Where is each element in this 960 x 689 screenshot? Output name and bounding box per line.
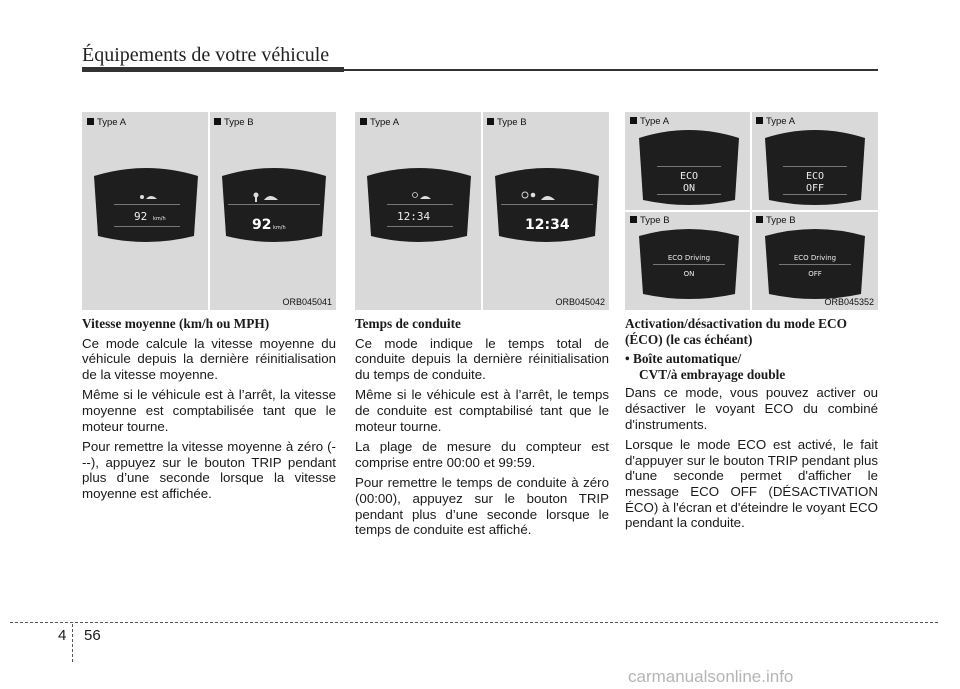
- eco-state: OFF: [805, 183, 825, 194]
- paragraph: Ce mode indique le temps total de conduite depuis la dernière réinitialisation du temps de conduite.: [355, 335, 609, 382]
- paragraph: Pour remettre le temps de conduite à zéro (00:00), appuyez sur le bouton TRIP pendant plus d’une seconde lorsque le temps de conduite est affiché.: [355, 475, 609, 538]
- eco-label: ECO: [679, 171, 699, 182]
- panel-label: Type B: [487, 117, 527, 128]
- paragraph: Lorsque le mode ECO est activé, le fait d'appuyer sur le bouton TRIP pendant plus d'une seconde permet d'afficher le message ECO OFF (DÉSACTIVATION ÉCO) à l'écran et d'éteindre le voyant ECO pendant la conduite.: [625, 437, 878, 531]
- paragraph: Même si le véhicule est à l’arrêt, la vitesse moyenne est comptabilisée tant que le moteur tourne.: [82, 387, 336, 434]
- speed-unit: km/h: [273, 225, 286, 231]
- paragraph: Même si le véhicule est à l’arrêt, le temps de conduite est comptabilisé tant que le moteur tourne.: [355, 387, 609, 434]
- figure-caption: ORB045042: [555, 297, 605, 307]
- eco-label: ECO: [805, 171, 825, 182]
- footer-divider: [10, 622, 938, 623]
- panel-label: Type B: [756, 215, 796, 226]
- panel-label: Type A: [630, 116, 669, 127]
- page-section-number: 4: [58, 627, 67, 644]
- panel-label: Type A: [360, 117, 399, 128]
- cluster-display-icon: [763, 224, 867, 300]
- cluster-display-icon: [637, 224, 741, 300]
- paragraph: La plage de mesure du compteur est comprise entre 00:00 et 99:59.: [355, 439, 609, 470]
- header-rule-thin: [344, 69, 878, 71]
- cluster-display-icon: [763, 124, 867, 206]
- speed-value: 92: [134, 210, 148, 223]
- paragraph: Ce mode calcule la vitesse moyenne du véhicule depuis la dernière réinitialisation de la vitesse moyenne.: [82, 335, 336, 382]
- cluster-display-icon: [363, 164, 475, 246]
- eco-label: ECO Driving: [667, 254, 711, 262]
- panel-divider: [625, 210, 878, 212]
- eco-state: ON: [683, 270, 695, 278]
- drive-time-value: 12:34: [525, 217, 570, 233]
- paragraph: Dans ce mode, vous pouvez activer ou désactiver le voyant ECO du combiné d'instruments.: [625, 385, 878, 432]
- speed-unit: km/h: [153, 216, 166, 222]
- figure-caption: ORB045041: [282, 297, 332, 307]
- cluster-display-icon: [491, 164, 603, 246]
- text-column-drive-time: [355, 316, 609, 543]
- panel-label: Type B: [214, 117, 254, 128]
- section-heading: Activation/désactivation du mode ECO (ÉCO) (le cas échéant): [625, 316, 847, 347]
- paragraph: Pour remettre la vitesse moyenne à zéro (---), appuyez sur le bouton TRIP pendant plus d’une seconde lorsque la vitesse moyenne est affichée.: [82, 439, 336, 501]
- figure-eco-mode: [625, 112, 878, 310]
- page-number: 56: [84, 627, 101, 644]
- text-column-eco-mode: [625, 316, 878, 536]
- cluster-display-icon: [90, 164, 202, 246]
- panel-label: Type A: [87, 117, 126, 128]
- footer-page-separator: [72, 624, 73, 662]
- eco-state: OFF: [808, 270, 822, 278]
- eco-state: ON: [682, 183, 696, 194]
- panel-divider: [481, 112, 483, 310]
- cluster-display-icon: [637, 124, 741, 206]
- eco-label: ECO Driving: [793, 254, 837, 262]
- panel-label: Type B: [630, 215, 670, 226]
- figure-caption: ORB045352: [824, 297, 874, 307]
- cluster-display-icon: [218, 164, 330, 246]
- section-heading: Vitesse moyenne (km/h ou MPH): [82, 316, 270, 331]
- figure-drive-time: [355, 112, 609, 310]
- panel-divider: [208, 112, 210, 310]
- panel-label: Type A: [756, 116, 795, 127]
- bullet-item: • Boîte automatique/ CVT/à embrayage double: [625, 351, 786, 382]
- watermark: carmanualsonline.info: [628, 667, 794, 686]
- header-rule-thick: [82, 67, 344, 72]
- text-column-average-speed: [82, 316, 336, 507]
- page-title: Équipements de votre véhicule: [82, 44, 330, 66]
- drive-time-value: 12:34: [397, 210, 431, 223]
- figure-average-speed: [82, 112, 336, 310]
- speed-value: 92: [252, 217, 272, 233]
- section-heading: Temps de conduite: [355, 316, 461, 331]
